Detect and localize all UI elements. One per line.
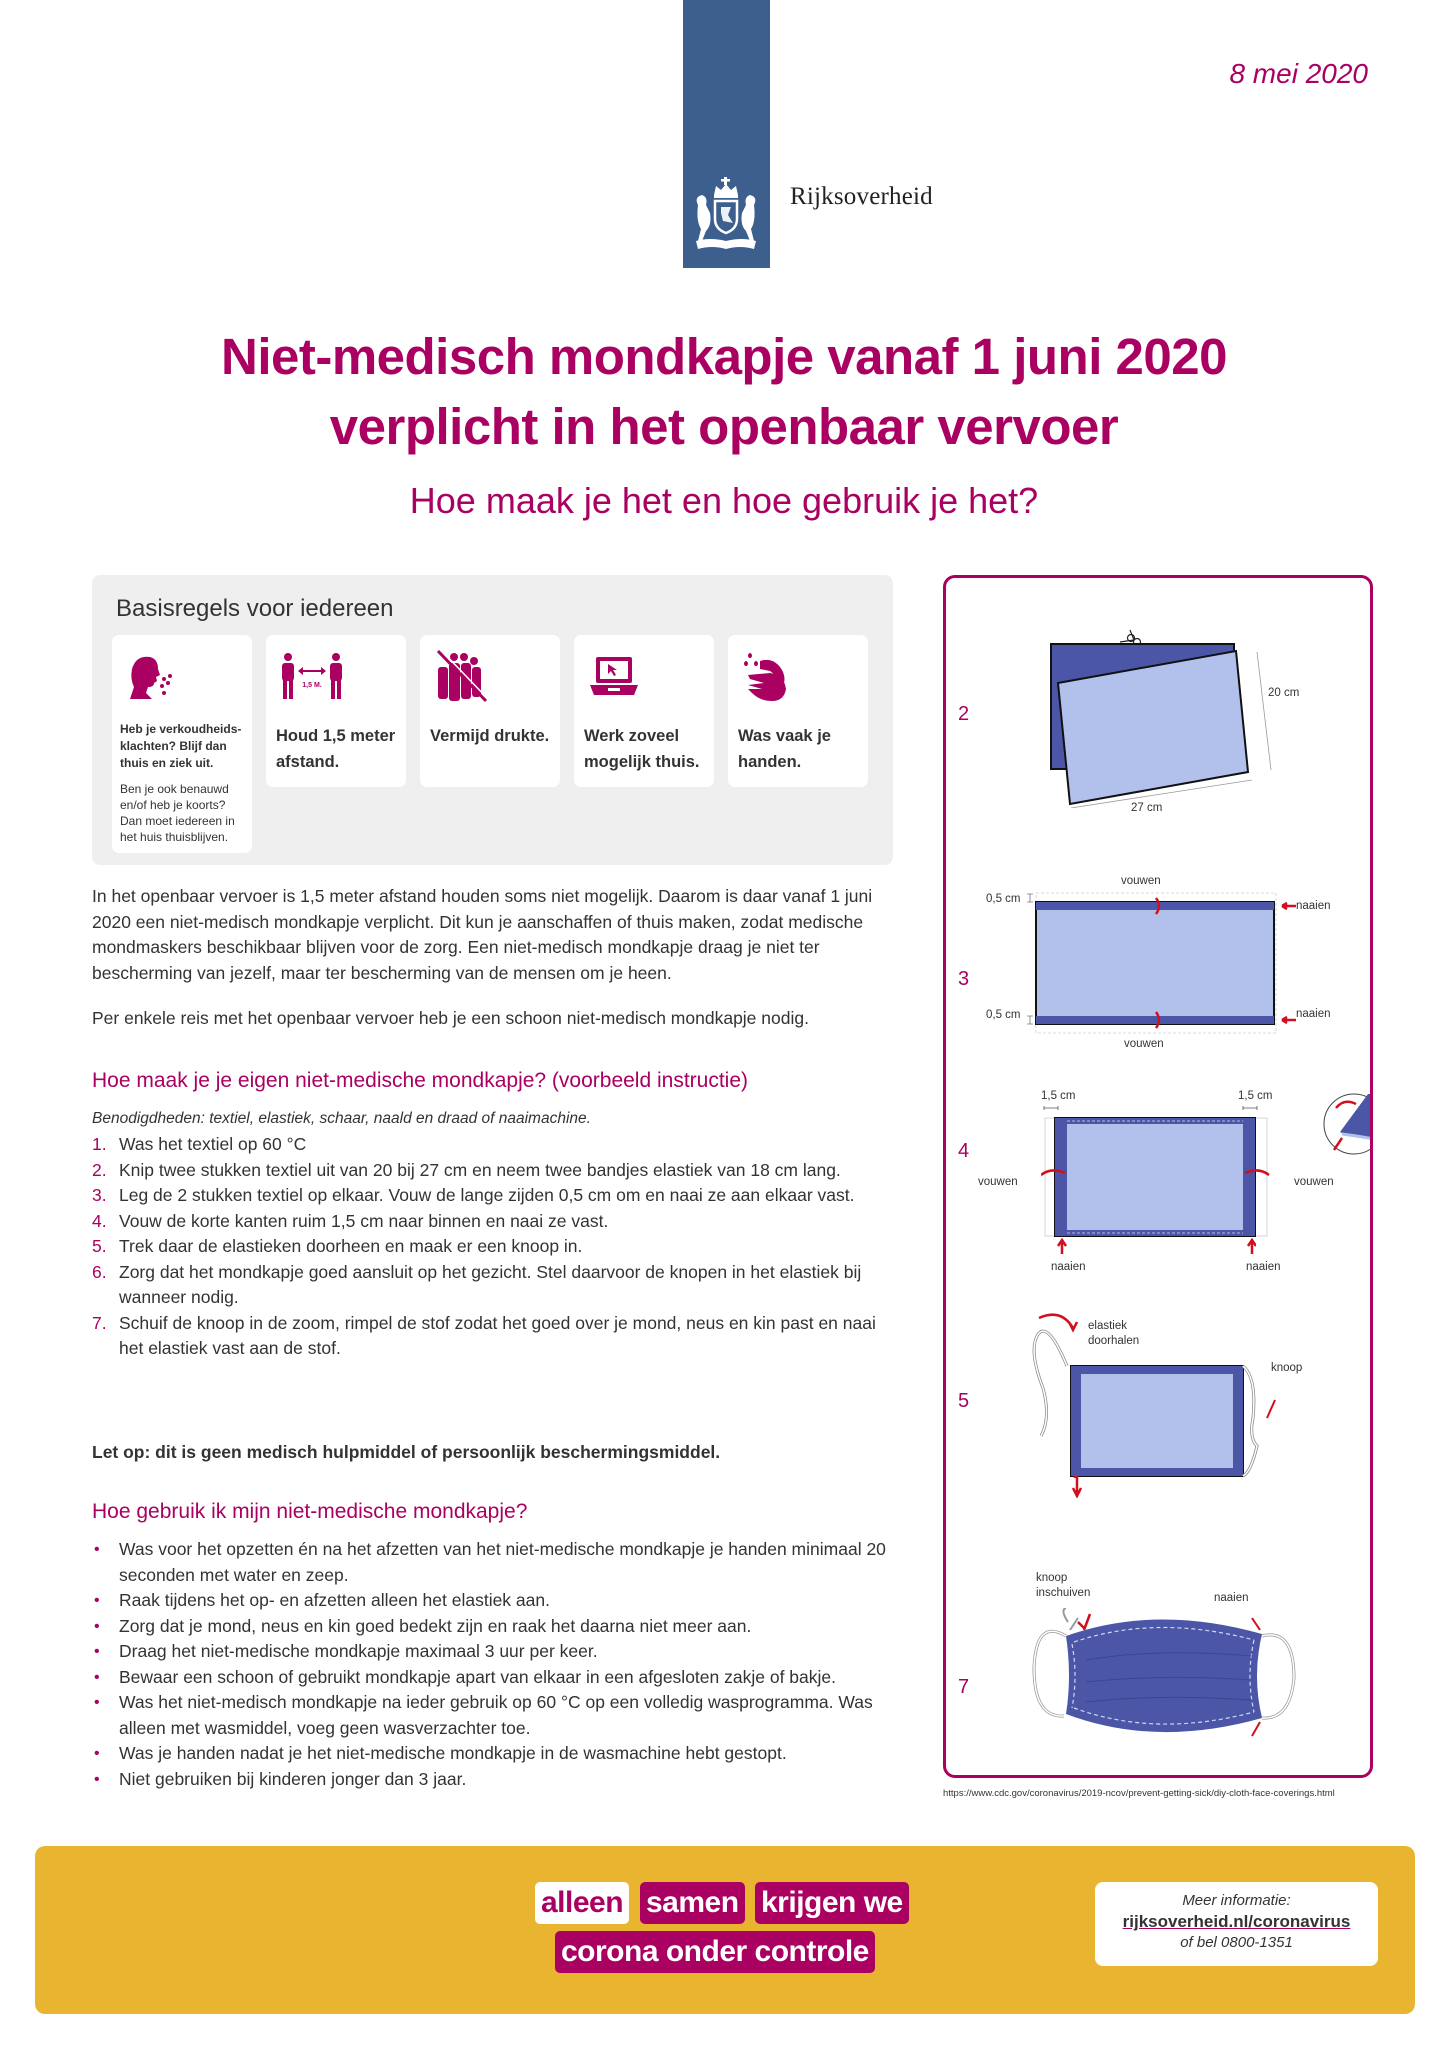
step-text: Was het textiel op 60 °C: [119, 1134, 307, 1154]
laptop-icon: [586, 649, 642, 705]
step-number: 6.: [92, 1261, 107, 1282]
elastic-thread-diagram: [1031, 1308, 1291, 1478]
use-list: [92, 1537, 892, 1792]
intro-paragraph: In het openbaar vervoer is 1,5 meter afstand houden soms niet mogelijk. Daarom is daar vanaf 1 juni 2020 een niet-medisch mondkapje verplicht. Dit kun je aanschaffen of thuis maken, zodat medische mondmaskers beschikbaar blijven voor de zorg. Een niet-medisch mondkapje draag je niet ter bescherming van jezelf, maar ter bescherming van de mensen om je heen.: [92, 886, 873, 983]
intro-text: [92, 884, 892, 1052]
pull-down-arrow-icon: [1071, 1476, 1083, 1498]
sew-label-top: naaien: [1296, 900, 1331, 912]
step-text: Schuif de knoop in de zoom, rimpel de stof zodat het goed over je mond, neus en kin past en naai het elastiek vast aan de stof.: [119, 1312, 876, 1358]
slogan-line-2: corona onder controle: [555, 1931, 875, 1973]
rule-card-symptoms: [112, 635, 252, 853]
slogan-word-alleen: alleen: [535, 1882, 629, 1924]
use-item: [92, 1537, 892, 1588]
page-title: [0, 322, 1448, 462]
distance-icon: [278, 649, 348, 705]
distance-icon-text: 1,5 M.: [302, 682, 322, 689]
knot-label: knoop: [1271, 1362, 1303, 1374]
step-number-7: 7: [958, 1676, 970, 1698]
make-step: [92, 1158, 892, 1184]
intro-paragraph: Per enkele reis met het openbaar vervoer heb je een schoon niet-medisch mondkapje nodig.: [92, 1008, 809, 1028]
rule-card-wash-hands: [728, 635, 868, 787]
step-number: 2.: [92, 1159, 107, 1180]
height-label: 20 cm: [1268, 687, 1300, 699]
margin-left-label: 1,5 cm: [1041, 1090, 1076, 1102]
knot-slide-label-2: inschuiven: [1036, 1587, 1091, 1599]
bullet: •: [94, 1770, 100, 1788]
make-steps-list: [92, 1132, 892, 1362]
fold-label-left: vouwen: [978, 1176, 1018, 1188]
elastic-label: elastiek: [1088, 1320, 1127, 1332]
slogan-word-krijgen-we: krijgen we: [755, 1882, 909, 1924]
rule-label: Vermijd drukte.: [430, 727, 550, 745]
basic-rules-box: [92, 575, 893, 865]
use-heading: Hoe gebruik ik mijn niet-medische mondkapje?: [92, 1500, 528, 1523]
use-item-text: Niet gebruiken bij kinderen jonger dan 3 jaar.: [119, 1768, 467, 1789]
use-item: [92, 1767, 892, 1793]
fold-detail-zoom-icon: [1318, 1088, 1373, 1160]
no-crowd-icon: [432, 649, 488, 705]
use-item: [92, 1588, 892, 1614]
bullet: •: [94, 1592, 100, 1609]
title-line-2: verplicht in het openbaar vervoer: [329, 398, 1119, 455]
use-item-text: Was je handen nadat je het niet-medische mondkapje in de wasmachine hebt gestopt.: [119, 1743, 787, 1763]
width-label: 27 cm: [1131, 802, 1163, 814]
fold-short-sides-diagram: [1041, 1103, 1271, 1243]
bullet: •: [94, 1694, 100, 1711]
bullet: •: [94, 1643, 100, 1660]
make-step: [92, 1260, 892, 1311]
step-number: 5.: [92, 1236, 107, 1256]
step-text: Trek daar de elastieken doorheen en maak er een knoop in.: [119, 1236, 583, 1256]
rule-card-crowds: [420, 635, 560, 787]
sew-arrows-step4: [1056, 1238, 1256, 1254]
use-item-text: Bewaar een schoon of gebruikt mondkapje apart van elkaar in een afgesloten zakje of bakje.: [119, 1666, 836, 1687]
more-info-link[interactable]: rijksoverheid.nl/coronavirus: [1122, 1912, 1351, 1931]
step-number: 3.: [92, 1185, 107, 1205]
page-subtitle: Hoe maak je het en hoe gebruik je het?: [409, 480, 1039, 521]
make-step: [92, 1209, 892, 1235]
step-number: 7.: [92, 1312, 107, 1333]
instruction-panel: [943, 575, 1373, 1778]
step-number-5: 5: [958, 1390, 970, 1412]
bullet: •: [94, 1617, 100, 1635]
basic-rules-title: Basisregels voor iedereen: [116, 595, 394, 622]
fabric-cut-diagram: [1036, 618, 1296, 808]
make-step: [92, 1311, 892, 1362]
use-item-text: Draag het niet-medische mondkapje maximaal 3 uur per keer.: [119, 1641, 598, 1661]
step-number-2: 2: [958, 703, 970, 725]
step-text: Knip twee stukken textiel uit van 20 bij 27 cm en neem twee bandjes elastiek van 18 cm lang.: [119, 1159, 841, 1180]
elastic-label-2: doorhalen: [1088, 1335, 1140, 1347]
use-item-text: Was het niet-medisch mondkapje na ieder gebruik op 60 °C op een volledig wasprogramma. Was alleen met wasmiddel, voeg geen wasverzachter toe.: [119, 1692, 873, 1738]
knot-slide-label: knoop: [1036, 1572, 1068, 1584]
step-number: 1.: [92, 1134, 107, 1154]
rule-label: Werk zoveel mogelijk thuis.: [584, 727, 700, 771]
hand-wash-icon: [740, 649, 796, 705]
phone-number: of bel 0800-1351: [1180, 1934, 1293, 1951]
make-step: [92, 1234, 892, 1260]
more-info-label: Meer informatie:: [1182, 1892, 1291, 1909]
make-step: [92, 1132, 892, 1158]
bullet: •: [94, 1745, 100, 1762]
supplies-text: Benodigdheden: textiel, elastiek, schaar, naald en draad of naaimachine.: [92, 1110, 591, 1127]
sew-label-mask: naaien: [1214, 1592, 1249, 1604]
fold-label-top: vouwen: [1121, 875, 1161, 887]
use-item-text: Zorg dat je mond, neus en kin goed bedekt zijn en raak het daarna niet meer aan.: [119, 1615, 752, 1636]
use-item: [92, 1639, 892, 1665]
title-line-1: Niet-medisch mondkapje vanaf 1 juni 2020: [220, 328, 1227, 385]
warning-text: Let op: dit is geen medisch hulpmiddel of persoonlijk beschermingsmiddel.: [92, 1442, 721, 1462]
step-number-3: 3: [958, 968, 970, 990]
sew-label-right: naaien: [1246, 1261, 1281, 1273]
rule-card-work-home: [574, 635, 714, 787]
step-text: Vouw de korte kanten ruim 1,5 cm naar binnen en naai ze vast.: [119, 1210, 609, 1231]
step-number: 4.: [92, 1210, 107, 1231]
use-item: [92, 1614, 892, 1640]
rule-label: Heb je verkoudheids-klachten? Blijf dan thuis en ziek uit.: [120, 722, 242, 770]
fold-label-right: vouwen: [1294, 1176, 1334, 1188]
rule-sublabel: Ben je ook benauwd en/of heb je koorts? Dan moet iedereen in het huis thuisblijven.: [120, 782, 235, 844]
slogan-word-samen: samen: [640, 1882, 745, 1924]
sew-label-bottom: naaien: [1296, 1008, 1331, 1020]
make-heading: Hoe maak je je eigen niet-medische mondkapje? (voorbeeld instructie): [92, 1069, 749, 1092]
fold-long-sides-diagram: [1026, 888, 1316, 1048]
use-item: [92, 1741, 892, 1767]
rule-label: Was vaak je handen.: [738, 727, 831, 771]
coat-of-arms-icon: [690, 175, 762, 255]
use-item: [92, 1665, 892, 1691]
margin-label-bottom: 0,5 cm: [986, 1009, 1021, 1021]
logo-wordmark: Rijksoverheid: [790, 183, 933, 210]
margin-label-top: 0,5 cm: [986, 893, 1021, 905]
make-step: [92, 1183, 892, 1209]
more-info-box: [1095, 1882, 1378, 1966]
finished-mask-diagram: [1026, 1608, 1306, 1748]
step-text: Zorg dat het mondkapje goed aansluit op het gezicht. Stel daarvoor de knopen in het elastiek bij wanneer nodig.: [119, 1261, 862, 1307]
rule-card-distance: [266, 635, 406, 787]
use-item-text: Raak tijdens het op- en afzetten alleen het elastiek aan.: [119, 1590, 550, 1610]
step-text: Leg de 2 stukken textiel op elkaar. Vouw de lange zijden 0,5 cm om en naai ze aan elkaar vast.: [119, 1185, 855, 1205]
bullet: •: [94, 1668, 100, 1686]
step-number-4: 4: [958, 1140, 970, 1162]
sneezing-person-icon: [124, 649, 180, 705]
publication-date: 8 mei 2020: [1229, 58, 1368, 89]
margin-right-label: 1,5 cm: [1238, 1090, 1273, 1102]
fold-label-bottom: vouwen: [1124, 1038, 1164, 1050]
bullet: •: [94, 1541, 100, 1558]
sew-label-left: naaien: [1051, 1261, 1086, 1273]
rule-label: Houd 1,5 meter afstand.: [276, 727, 396, 771]
use-item: [92, 1690, 892, 1741]
source-link[interactable]: https://www.cdc.gov/coronavirus/2019-ncov/prevent-getting-sick/diy-cloth-face-coverings.html: [943, 1788, 1335, 1799]
use-item-text: Was voor het opzetten én na het afzetten van het niet-medische mondkapje je handen minimaal 20 seconden met water en zeep.: [119, 1539, 886, 1585]
